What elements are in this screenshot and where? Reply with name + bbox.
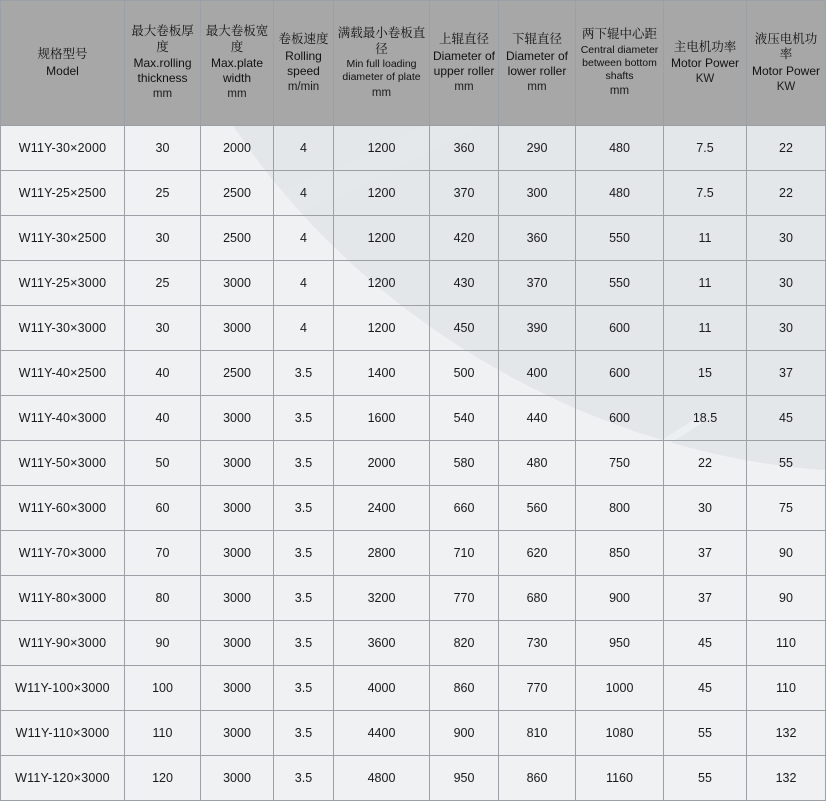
table-cell: 110 [125, 711, 201, 756]
table-cell: 132 [747, 756, 826, 801]
column-header-hydraulic-motor-power [747, 1, 826, 126]
table-cell: 4 [274, 261, 334, 306]
table-cell: 3000 [201, 756, 274, 801]
table-cell: 4800 [334, 756, 430, 801]
cell-model: W11Y-100×3000 [1, 666, 125, 711]
table-cell: 1080 [576, 711, 664, 756]
table-cell: 860 [430, 666, 499, 711]
table-cell: 3000 [201, 306, 274, 351]
column-header-rolling-speed [274, 1, 334, 126]
table-cell: 500 [430, 351, 499, 396]
table-cell: 4 [274, 306, 334, 351]
cell-model: W11Y-40×3000 [1, 396, 125, 441]
table-cell: 480 [576, 126, 664, 171]
table-cell: 22 [747, 126, 826, 171]
column-header-central-distance-bottom-shafts [576, 1, 664, 126]
column-header-cn: 下辊直径 [511, 32, 562, 46]
table-cell: 4 [274, 126, 334, 171]
table-cell: 600 [576, 306, 664, 351]
table-cell: 750 [576, 441, 664, 486]
table-cell: 290 [499, 126, 576, 171]
table-cell: 660 [430, 486, 499, 531]
table-cell: 22 [747, 171, 826, 216]
table-cell: 850 [576, 531, 664, 576]
table-cell: 132 [747, 711, 826, 756]
column-header-en: Central diameter between bottom shafts [580, 43, 659, 83]
table-row [1, 666, 826, 711]
table-cell: 770 [430, 576, 499, 621]
table-row [1, 126, 826, 171]
column-header-cn: 卷板速度 [278, 32, 329, 46]
table-cell: 950 [430, 756, 499, 801]
table-row [1, 171, 826, 216]
table-cell: 4 [274, 216, 334, 261]
table-cell: 370 [430, 171, 499, 216]
cell-model: W11Y-60×3000 [1, 486, 125, 531]
table-cell: 40 [125, 396, 201, 441]
cell-model: W11Y-25×3000 [1, 261, 125, 306]
table-cell: 30 [747, 216, 826, 261]
table-cell: 60 [125, 486, 201, 531]
table-cell: 45 [664, 666, 747, 711]
table-cell: 55 [664, 756, 747, 801]
table-cell: 3000 [201, 621, 274, 666]
column-header-upper-roller-diameter [430, 1, 499, 126]
table-cell: 540 [430, 396, 499, 441]
column-header-en: Rolling speed [285, 48, 322, 78]
table-cell: 3000 [201, 441, 274, 486]
table-cell: 7.5 [664, 126, 747, 171]
table-cell: 900 [576, 576, 664, 621]
table-row [1, 216, 826, 261]
table-cell: 11 [664, 216, 747, 261]
column-header-unit: mm [152, 88, 173, 101]
column-header-unit: KW [776, 80, 796, 93]
table-row [1, 531, 826, 576]
table-cell: 810 [499, 711, 576, 756]
cell-model: W11Y-120×3000 [1, 756, 125, 801]
table-cell: 900 [430, 711, 499, 756]
table-cell: 600 [576, 351, 664, 396]
table-cell: 45 [747, 396, 826, 441]
table-row [1, 351, 826, 396]
table-row [1, 396, 826, 441]
table-body [1, 126, 826, 801]
table-cell: 1400 [334, 351, 430, 396]
table-cell: 37 [664, 576, 747, 621]
table-cell: 390 [499, 306, 576, 351]
table-cell: 360 [499, 216, 576, 261]
table-cell: 30 [747, 261, 826, 306]
cell-model: W11Y-30×2000 [1, 126, 125, 171]
column-header-en: Min full loading diameter of plate [342, 58, 421, 84]
column-header-model [1, 1, 125, 126]
table-cell: 3000 [201, 576, 274, 621]
column-header-cn: 最大卷板宽度 [205, 24, 269, 54]
table-cell: 40 [125, 351, 201, 396]
table-cell: 3.5 [274, 351, 334, 396]
table-cell: 2500 [201, 351, 274, 396]
table-cell: 1200 [334, 261, 430, 306]
table-cell: 770 [499, 666, 576, 711]
table-cell: 2800 [334, 531, 430, 576]
table-cell: 30 [125, 306, 201, 351]
table-cell: 3000 [201, 486, 274, 531]
table-cell: 620 [499, 531, 576, 576]
table-cell: 450 [430, 306, 499, 351]
cell-model: W11Y-25×2500 [1, 171, 125, 216]
table-cell: 440 [499, 396, 576, 441]
column-header-min-full-loading-diameter [334, 1, 430, 126]
table-cell: 480 [499, 441, 576, 486]
table-cell: 430 [430, 261, 499, 306]
table-cell: 1200 [334, 306, 430, 351]
column-header-unit: KW [695, 73, 715, 86]
column-header-unit: mm [227, 88, 247, 101]
table-cell: 3.5 [274, 576, 334, 621]
column-header-cn: 最大卷板厚度 [131, 24, 194, 54]
table-row [1, 486, 826, 531]
cell-model: W11Y-70×3000 [1, 531, 125, 576]
column-header-cn: 两下辊中心距 [581, 27, 657, 42]
column-header-max-rolling-thickness [125, 1, 201, 126]
cell-model: W11Y-90×3000 [1, 621, 125, 666]
table-cell: 15 [664, 351, 747, 396]
table-cell: 110 [747, 666, 826, 711]
table-cell: 550 [576, 261, 664, 306]
table-cell: 3.5 [274, 396, 334, 441]
column-header-en: Max.plate width [210, 56, 264, 86]
table-cell: 100 [125, 666, 201, 711]
table-row [1, 756, 826, 801]
table-cell: 600 [576, 396, 664, 441]
table-row [1, 306, 826, 351]
table-cell: 22 [664, 441, 747, 486]
cell-model: W11Y-80×3000 [1, 576, 125, 621]
table-cell: 730 [499, 621, 576, 666]
table-cell: 680 [499, 576, 576, 621]
table-cell: 3.5 [274, 441, 334, 486]
table-cell: 480 [576, 171, 664, 216]
table-cell: 3000 [201, 531, 274, 576]
table-cell: 90 [747, 576, 826, 621]
table-cell: 120 [125, 756, 201, 801]
table-cell: 4000 [334, 666, 430, 711]
table-cell: 3.5 [274, 531, 334, 576]
table-cell: 90 [125, 621, 201, 666]
table-cell: 3.5 [274, 666, 334, 711]
table-cell: 7.5 [664, 171, 747, 216]
cell-model: W11Y-50×3000 [1, 441, 125, 486]
table-cell: 3000 [201, 396, 274, 441]
column-header-en: Model [46, 63, 79, 78]
header-row [1, 1, 826, 126]
table-cell: 3.5 [274, 711, 334, 756]
column-header-unit: m/min [287, 80, 320, 93]
table-cell: 3200 [334, 576, 430, 621]
table-cell: 580 [430, 441, 499, 486]
table-cell: 55 [747, 441, 826, 486]
table-cell: 30 [125, 126, 201, 171]
table-cell: 37 [747, 351, 826, 396]
column-header-unit: mm [609, 85, 630, 98]
column-header-lower-roller-diameter [499, 1, 576, 126]
table-cell: 420 [430, 216, 499, 261]
table-cell: 4400 [334, 711, 430, 756]
column-header-cn: 规格型号 [37, 47, 88, 62]
cell-model: W11Y-30×2500 [1, 216, 125, 261]
table-cell: 2000 [201, 126, 274, 171]
table-row [1, 711, 826, 756]
table-cell: 3.5 [274, 621, 334, 666]
column-header-cn: 主电机功率 [673, 39, 737, 54]
table-cell: 25 [125, 261, 201, 306]
table-cell: 110 [747, 621, 826, 666]
table-cell: 80 [125, 576, 201, 621]
table-cell: 90 [747, 531, 826, 576]
table-cell: 75 [747, 486, 826, 531]
table-cell: 560 [499, 486, 576, 531]
table-cell: 3600 [334, 621, 430, 666]
table-cell: 800 [576, 486, 664, 531]
table-cell: 2000 [334, 441, 430, 486]
cell-model: W11Y-30×3000 [1, 306, 125, 351]
table-cell: 860 [499, 756, 576, 801]
column-header-unit: mm [527, 80, 547, 93]
table-row [1, 576, 826, 621]
column-header-en: Diameter of lower roller [505, 48, 569, 78]
column-header-unit: mm [371, 86, 392, 99]
table-cell: 30 [664, 486, 747, 531]
column-header-cn: 上辊直径 [438, 32, 489, 46]
table-cell: 300 [499, 171, 576, 216]
column-header-en: Max.rolling thickness [133, 56, 192, 86]
table-header [1, 1, 826, 126]
table-cell: 3.5 [274, 756, 334, 801]
column-header-en: Motor Power [751, 63, 821, 78]
column-header-cn: 液压电机功率 [754, 31, 818, 62]
table-cell: 4 [274, 171, 334, 216]
table-cell: 1000 [576, 666, 664, 711]
table-cell: 360 [430, 126, 499, 171]
table-cell: 2500 [201, 216, 274, 261]
table-cell: 37 [664, 531, 747, 576]
column-header-max-plate-width [201, 1, 274, 126]
column-header-motor-power [664, 1, 747, 126]
table-cell: 3000 [201, 261, 274, 306]
table-cell: 2400 [334, 486, 430, 531]
table-cell: 50 [125, 441, 201, 486]
table-cell: 400 [499, 351, 576, 396]
cell-model: W11Y-40×2500 [1, 351, 125, 396]
table-cell: 1200 [334, 171, 430, 216]
table-cell: 550 [576, 216, 664, 261]
table-cell: 3000 [201, 711, 274, 756]
table-cell: 45 [664, 621, 747, 666]
table-cell: 18.5 [664, 396, 747, 441]
table-cell: 1200 [334, 126, 430, 171]
table-cell: 1600 [334, 396, 430, 441]
table-cell: 30 [747, 306, 826, 351]
table-row [1, 621, 826, 666]
cell-model: W11Y-110×3000 [1, 711, 125, 756]
column-header-unit: mm [454, 80, 474, 93]
table-cell: 11 [664, 261, 747, 306]
column-header-cn: 满载最小卷板直径 [337, 26, 426, 56]
table-cell: 710 [430, 531, 499, 576]
table-cell: 3.5 [274, 486, 334, 531]
table-cell: 30 [125, 216, 201, 261]
column-header-en: Motor Power [670, 56, 740, 71]
table-cell: 70 [125, 531, 201, 576]
table-cell: 1200 [334, 216, 430, 261]
table-cell: 370 [499, 261, 576, 306]
table-cell: 820 [430, 621, 499, 666]
column-header-en: Diameter of upper roller [432, 48, 496, 78]
table-cell: 11 [664, 306, 747, 351]
table-cell: 950 [576, 621, 664, 666]
table-cell: 55 [664, 711, 747, 756]
table-row [1, 261, 826, 306]
table-cell: 1160 [576, 756, 664, 801]
table-cell: 3000 [201, 666, 274, 711]
table-row [1, 441, 826, 486]
table-cell: 25 [125, 171, 201, 216]
table-cell: 2500 [201, 171, 274, 216]
